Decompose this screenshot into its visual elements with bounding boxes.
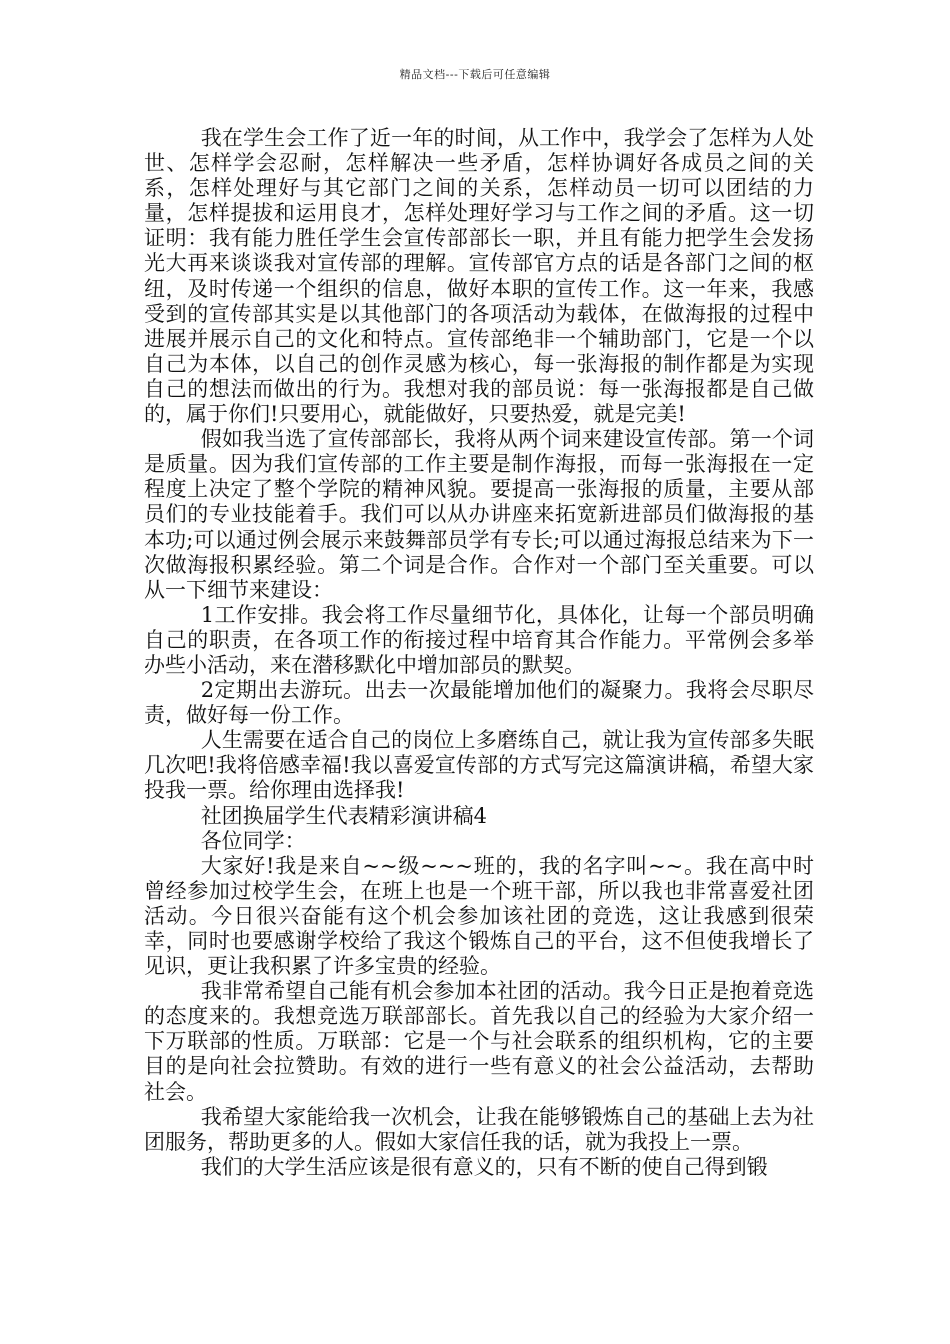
section-title: 社团换届学生代表精彩演讲稿4 [200,803,488,828]
page-header: 精品文档---下载后可任意编辑 [399,68,551,81]
paragraph: 2定期出去游玩。出去一次最能增加他们的凝聚力。我将会尽职尽责，做好每一份工作。 [144,678,814,728]
paragraph: 我们的大学生活应该是很有意义的，只有不断的使自己得到锻 [200,1154,768,1179]
paragraph: 假如我当选了宣传部部长，我将从两个词来建设宣传部。第一个词是质量。因为我们宣传部的工作主要是制作海报，而每一张海报在一定程度上决定了整个学院的精神风貌。要提高一张海报的质量，主要从部员们的专业技能着手。我们可以从办讲座来拓宽新进部员们做海报的基本功;可以通过例会展示来鼓舞部员学有专长;可以通过海报总结来为下一次做海报积累经验。第二个词是合作。合作对一个部门至关重要。可以从一下细节来建设： [144,427,814,602]
paragraph: 人生需要在适合自己的岗位上多磨练自己，就让我为宣传部多失眠几次吧!我将倍感幸福!我以喜爱宣传部的方式写完这篇演讲稿，希望大家投我一票。给你理由选择我! [144,728,814,803]
document-body [144,126,814,1180]
paragraph: 我希望大家能给我一次机会，让我在能够锻炼自己的基础上去为社团服务，帮助更多的人。假如大家信任我的话，就为我投上一票。 [144,1104,814,1154]
paragraph: 大家好!我是来自~~级~~~班的，我的名字叫~~。我在高中时曾经参加过校学生会，在班上也是一个班干部，所以我也非常喜爱社团活动。今日很兴奋能有这个机会参加该社团的竞选，这让我感到很荣幸，同时也要感谢学校给了我这个锻炼自己的平台，这不但使我增长了见识，更让我积累了许多宝贵的经验。 [144,853,814,979]
paragraph: 我非常希望自己能有机会参加本社团的活动。我今日正是抱着竞选的态度来的。我想竞选万联部部长。首先我以自己的经验为大家介绍一下万联部的性质。万联部：它是一个与社会联系的组织机构，它的主要目的是向社会拉赞助。有效的进行一些有意义的社会公益活动，去帮助社会。 [144,979,814,1104]
salutation: 各位同学： [200,828,306,853]
paragraph: 我在学生会工作了近一年的时间，从工作中，我学会了怎样为人处世、怎样学会忍耐，怎样解决一些矛盾，怎样协调好各成员之间的关系，怎样处理好与其它部门之间的关系，怎样动员一切可以团结的力量，怎样提拔和运用良才，怎样处理好学习与工作之间的矛盾。这一切证明：我有能力胜任学生会宣传部部长一职，并且有能力把学生会发扬光大再来谈谈我对宣传部的理解。宣传部官方点的话是各部门之间的枢纽，及时传递一个组织的信息，做好本职的宣传工作。这一年来，我感受到的宣传部其实是以其他部门的各项活动为载体，在做海报的过程中进展并展示自己的文化和特点。宣传部绝非一个辅助部门，它是一个以自己为本体，以自己的创作灵感为核心，每一张海报的制作都是为实现自己的想法而做出的行为。我想对我的部员说：每一张海报都是自己做的，属于你们!只要用心，就能做好，只要热爱，就是完美! [144,126,814,427]
paragraph: 1工作安排。我会将工作尽量细节化，具体化，让每一个部员明确自己的职责，在各项工作的衔接过程中培育其合作能力。平常例会多举办些小活动，来在潜移默化中增加部员的默契。 [144,602,814,677]
